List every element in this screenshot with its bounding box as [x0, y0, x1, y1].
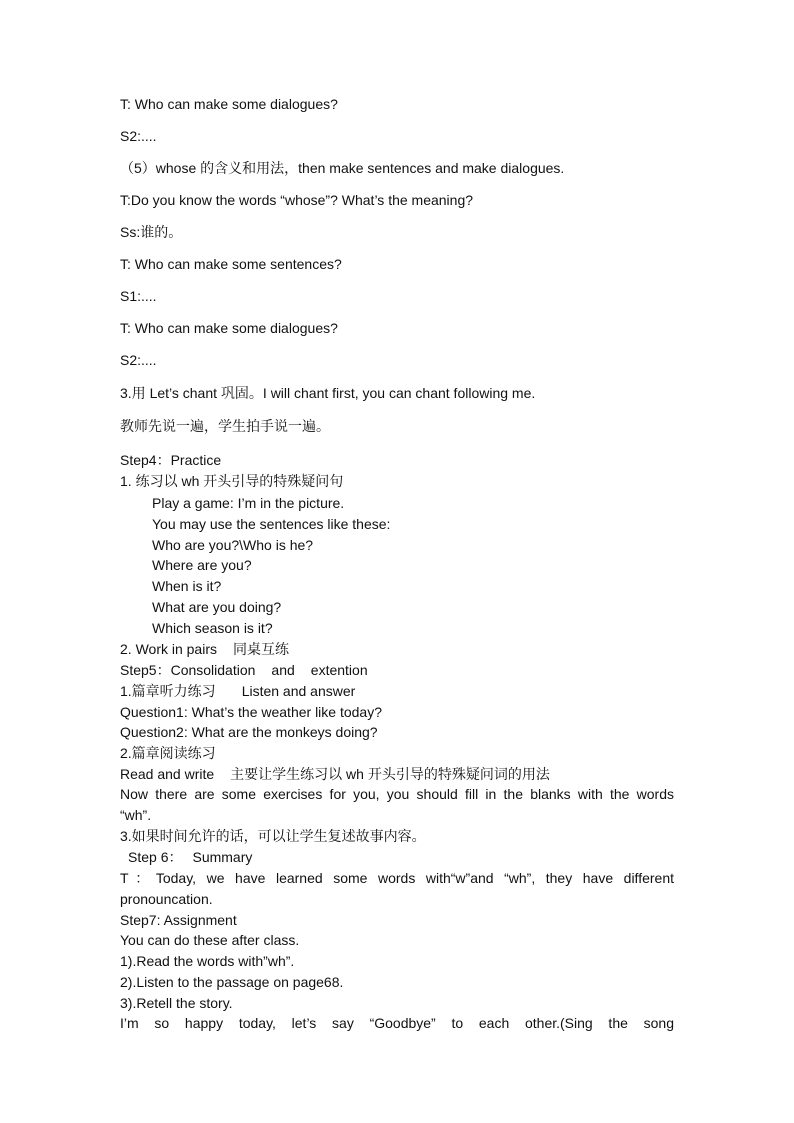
- text-line: Question1: What’s the weather like today?: [120, 704, 383, 720]
- text-line: S1:....: [120, 288, 157, 304]
- text-line: 1).Read the words with”wh”.: [120, 953, 295, 969]
- text-line: “wh”.: [120, 807, 152, 823]
- text-segment: Step 6：: [128, 849, 183, 865]
- text-line: [120, 640, 289, 658]
- text-line: T：Today, we have learned some words with“w”and “wh”, they have different: [120, 870, 674, 886]
- section-heading: Step7: Assignment: [120, 912, 237, 928]
- text-line: Now there are some exercises for you, you should fill in the blanks with the words: [120, 786, 674, 802]
- text-line: 3.用 Let’s chant 巩固。I will chant first, you can chant following me.: [120, 385, 536, 401]
- text-line: S2:....: [120, 352, 157, 368]
- text-line: You may use the sentences like these:: [152, 516, 391, 532]
- text-line: I’m so happy today, let’s say “Goodbye” to each other.(Sing the song: [120, 1015, 674, 1031]
- text-segment: Step5：Consolidation: [120, 662, 256, 678]
- text-line: 1. 练习以 wh 开头引导的特殊疑问句: [120, 473, 344, 489]
- text-line: 3).Retell the story.: [120, 995, 233, 1011]
- section-heading: [128, 848, 252, 866]
- text-line: 教师先说一遍，学生拍手说一遍。: [120, 418, 330, 434]
- section-heading: [120, 661, 368, 679]
- text-line: 2).Listen to the passage on page68.: [120, 974, 344, 990]
- text-segment: 主要让学生练习以 wh 开头引导的特殊疑问词的用法: [230, 766, 550, 782]
- text-line: When is it?: [152, 578, 222, 594]
- text-line: Question2: What are the monkeys doing?: [120, 724, 378, 740]
- text-line: Play a game: I’m in the picture.: [152, 495, 345, 511]
- text-segment: 1.篇章听力练习: [120, 683, 216, 699]
- text-line: pronouncation.: [120, 891, 213, 907]
- text-segment: 2. Work in pairs: [120, 641, 217, 657]
- text-line: T: Who can make some dialogues?: [120, 96, 338, 112]
- text-line: Where are you?: [152, 557, 252, 573]
- text-line: You can do these after class.: [120, 932, 300, 948]
- text-line: 2.篇章阅读练习: [120, 745, 216, 761]
- text-line: （5）whose 的含义和用法，then make sentences and make dialogues.: [120, 160, 565, 176]
- text-line: [120, 682, 355, 700]
- text-line: S2:....: [120, 128, 157, 144]
- text-line: [120, 765, 550, 783]
- text-line: T: Who can make some sentences?: [120, 256, 342, 272]
- text-line: What are you doing?: [152, 599, 282, 615]
- text-line: Ss:谁的。: [120, 224, 183, 240]
- section-heading: Step4：Practice: [120, 452, 222, 468]
- text-line: Which season is it?: [152, 620, 273, 636]
- text-segment: Listen and answer: [241, 683, 356, 699]
- text-segment: 同桌互练: [233, 641, 289, 657]
- text-line: Who are you?\Who is he?: [152, 537, 314, 553]
- text-segment: Read and write: [120, 766, 215, 782]
- text-segment: extention: [310, 662, 368, 678]
- text-segment: Summary: [192, 849, 253, 865]
- text-line: T:Do you know the words “whose”? What’s the meaning?: [120, 192, 474, 208]
- text-line: 3.如果时间允许的话，可以让学生复述故事内容。: [120, 828, 426, 844]
- text-segment: and: [271, 662, 295, 678]
- text-line: T: Who can make some dialogues?: [120, 320, 338, 336]
